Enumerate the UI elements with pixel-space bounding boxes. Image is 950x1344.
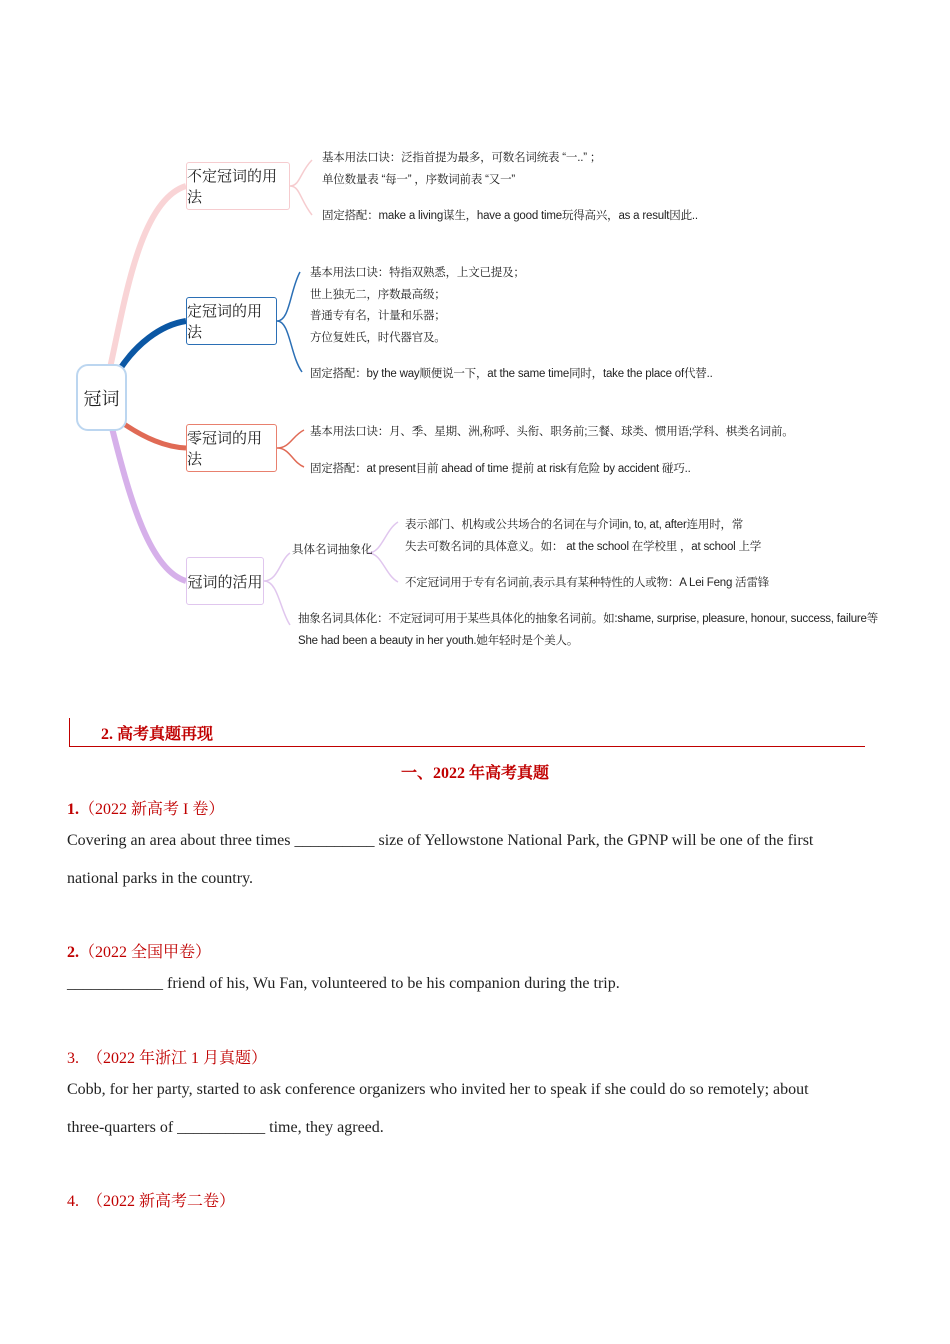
bracket-branch-1 <box>290 160 312 215</box>
branch-node-zero-article: 零冠词的用法 <box>186 424 277 472</box>
subnode-line-1: 表示部门、机构或公共场合的名词在与介词in, to, at, after连用时，常 <box>405 519 744 531</box>
branch-2-line-1: 基本用法口诀：特指双熟悉，上文已提及； <box>310 267 525 279</box>
branch-1-line-3: 固定搭配：make a living谋生，have a good time玩得高兴，as a result因此.. <box>322 210 698 222</box>
branch-3-line-2: 固定搭配：at present目前 ahead of time 提前 at risk有危险 by accident 碰巧.. <box>310 463 691 475</box>
connector-branch-3 <box>124 424 186 448</box>
branch-3-line-1: 基本用法口诀：月、季、星期、洲,称呼、头衔、职务前;三餐、球类、惯用语;学科、棋类名词前。 <box>310 426 794 438</box>
question-3-header <box>67 1045 267 1068</box>
connector-branch-2 <box>118 321 186 372</box>
question-2-line-1: ____________ friend of his, Wu Fan, volunteered to be his companion during the trip. <box>67 975 620 992</box>
branch-2-line-3: 普通专有名，计量和乐器； <box>310 310 446 322</box>
question-4-number: 4. <box>67 1193 79 1210</box>
section-heading-text: 2. 高考真题再现 <box>101 726 214 743</box>
question-2-number: 2. <box>67 944 79 961</box>
branch-node-flexible-use: 冠词的活用 <box>186 557 264 605</box>
question-3-source: （2022 年浙江 1 月真题） <box>87 1050 268 1067</box>
branch-2-line-5: 固定搭配：by the way顺便说一下，at the same time同时，take the place of代替.. <box>310 368 713 380</box>
question-3-number: 3. <box>67 1050 79 1067</box>
question-2-source: （2022 全国甲卷） <box>79 944 212 961</box>
section-heading <box>69 718 865 747</box>
branch-node-definite-article: 定冠词的用法 <box>186 297 277 345</box>
exam-year-title: 一、2022 年高考真题 <box>400 765 549 782</box>
question-1-source: （2022 新高考 I 卷） <box>79 801 225 818</box>
branch-node-indefinite-article: 不定冠词的用法 <box>186 162 290 210</box>
sub-node-concrete-to-abstract: 具体名词抽象化 <box>292 544 373 556</box>
question-1-header <box>67 796 224 819</box>
question-3-line-1: Cobb, for her party, started to ask conference organizers who invited her to speak if she could do so remotely; about <box>67 1081 809 1098</box>
connector-branch-4 <box>112 428 186 581</box>
question-3-line-2: three-quarters of ___________ time, they agreed. <box>67 1119 384 1136</box>
mindmap-root-node: 冠词 <box>76 364 127 431</box>
branch-2-line-2: 世上独无二，序数最高级； <box>310 289 446 301</box>
question-1-line-2: national parks in the country. <box>67 870 254 887</box>
branch-4-line-2: She had been a beauty in her youth.她年轻时是个美人。 <box>298 635 579 647</box>
branch-2-line-4: 方位复姓氏，时代器官及。 <box>310 332 446 344</box>
question-2-header <box>67 939 211 962</box>
subnode-line-2: 失去可数名词的具体意义。如： at the school 在学校里 ，at school 上学 <box>405 541 762 553</box>
question-1-number: 1. <box>67 801 79 818</box>
branch-1-line-2: 单位数量表 “每一” ，序数词前表 “又一” <box>322 174 516 186</box>
bracket-branch-3 <box>277 430 304 467</box>
question-4-source: （2022 新高考二卷） <box>87 1193 236 1210</box>
question-4-header <box>67 1188 235 1211</box>
bracket-branch-4 <box>264 553 290 625</box>
bracket-branch-2 <box>277 272 302 372</box>
subnode-line-3: 不定冠词用于专有名词前,表示具有某种特性的人或物：A Lei Feng 活雷锋 <box>405 577 770 589</box>
question-1-line-1: Covering an area about three times __________ size of Yellowstone National Park, the GPNP will be one of the first <box>67 832 814 849</box>
branch-4-line-1: 抽象名词具体化：不定冠词可用于某些具体化的抽象名词前。如:shame, surprise, pleasure, honour, success, failure等 <box>298 613 879 625</box>
branch-1-line-1: 基本用法口诀：泛指首提为最多，可数名词统表 “一..” ； <box>322 152 602 164</box>
